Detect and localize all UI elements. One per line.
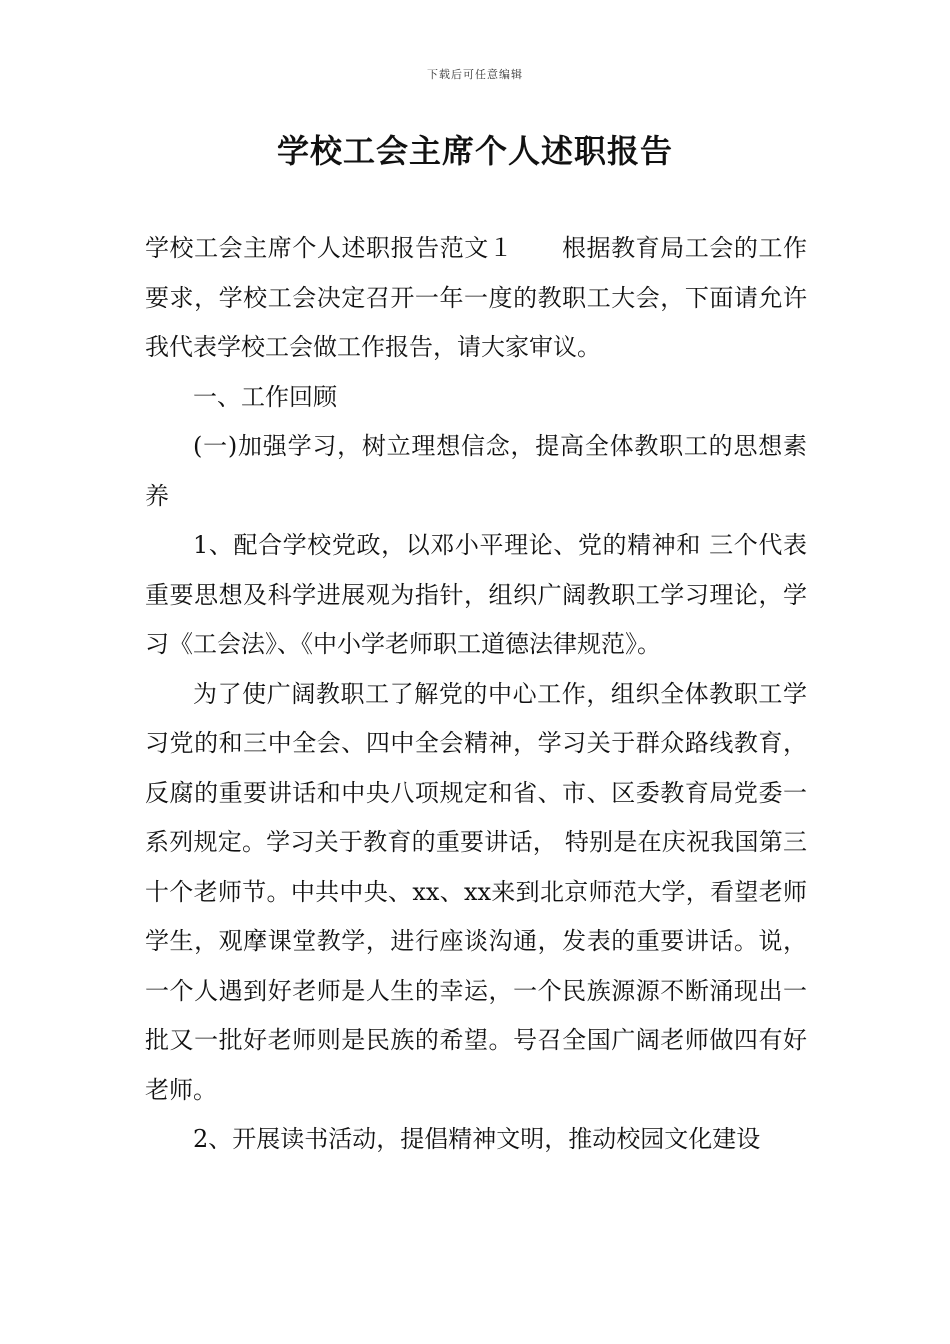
document-body xyxy=(145,224,807,1165)
paragraph-item-2: 2、开展读书活动，提倡精神文明，推动校园文化建设 xyxy=(193,1125,761,1153)
intro-label: 学校工会主席个人述职报告范文１ xyxy=(145,234,514,262)
document-title: 学校工会主席个人述职报告 xyxy=(276,132,673,170)
subsection-heading-study: (一)加强学习，树立理想信念，提高全体教职工的思想素养 xyxy=(145,432,807,510)
intro-paragraph xyxy=(145,224,807,373)
intro-text: 根据教育局工会的工作要求，学校工会决定召开一年一度的教职工大会，下面请允许我代表学校工会做工作报告，请大家审议。 xyxy=(145,234,808,361)
paragraph-party-study: 为了使广阔教职工了解党的中心工作，组织全体教职工学习党的和三中全会、四中全会精神，学习关于群众路线教育，反腐的重要讲话和中央八项规定和省、市、区委教育局党委一系列规定。学习关于教育的重要讲话， 特别是在庆祝我国第三十个老师节。中共中央、xx、xx来到北京师范大学，看望老师学生，观摩课堂教学，进行座谈沟通，发表的重要讲话。说，一个人遇到好老师是人生的幸运，一个民族源源不断涌现出一批又一批好老师则是民族的希望。号召全国广阔老师做四有好老师。 xyxy=(145,679,807,1104)
header-note: 下载后可任意编辑 xyxy=(427,68,523,81)
section-heading-review: 一、工作回顾 xyxy=(193,382,337,411)
paragraph-item-1: 1、配合学校党政，以邓小平理论、党的精神和 三个代表重要思想及科学进展观为指针，组织广阔教职工学习理论，学习《工会法》、《中小学老师职工道德法律规范》。 xyxy=(145,531,807,658)
